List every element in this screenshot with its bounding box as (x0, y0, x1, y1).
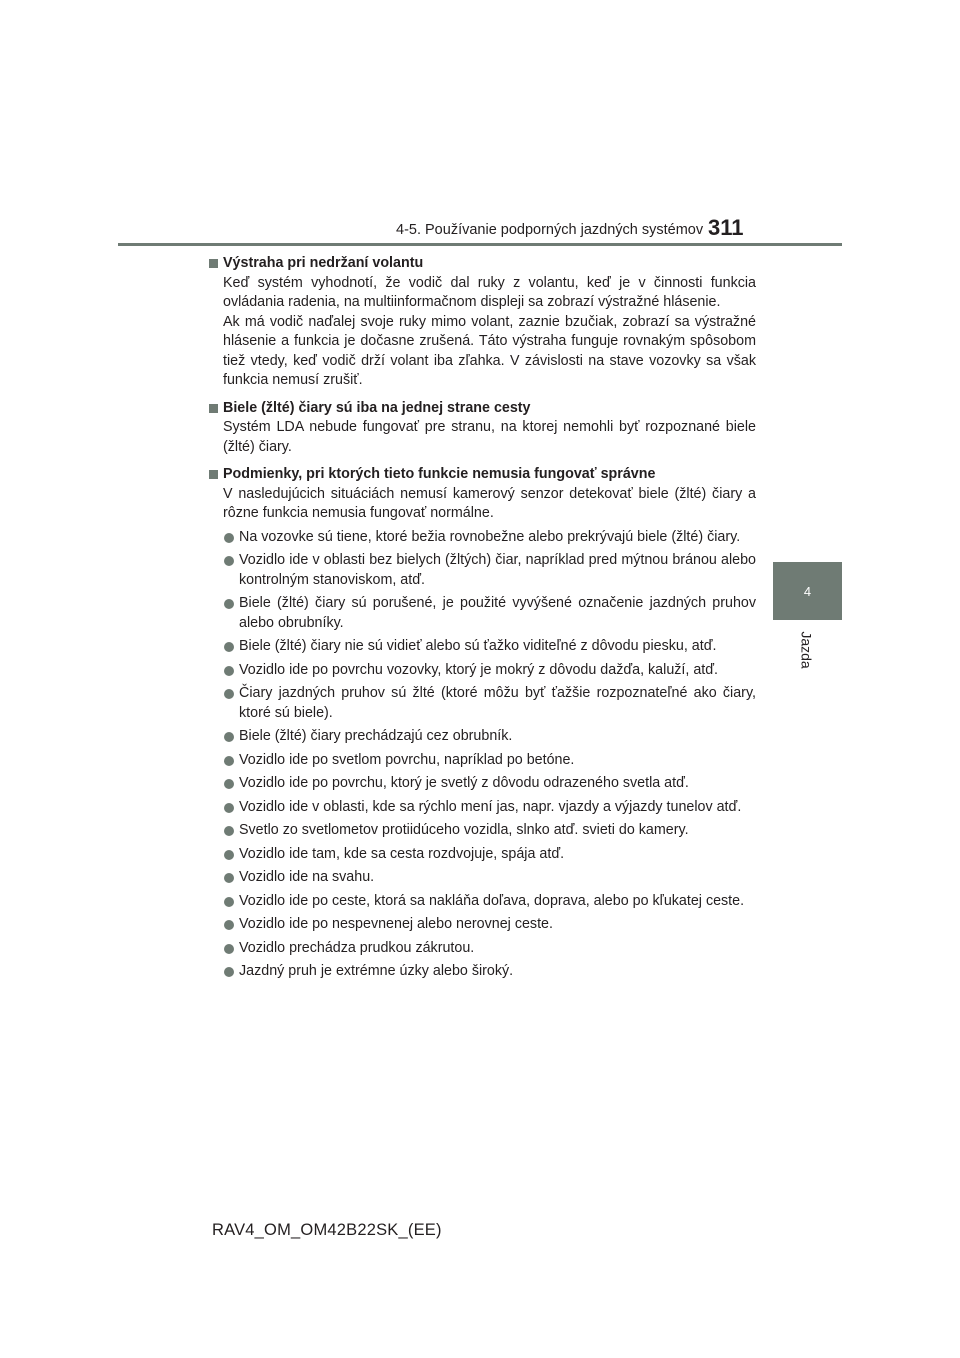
section-heading (208, 465, 756, 485)
list-item-text: Biele (žlté) čiary nie sú vidieť alebo sú ťažko viditeľné z dôvodu piesku, atď. (239, 638, 717, 654)
list-item-text: Vozidlo prechádza prudkou zákrutou. (239, 939, 475, 956)
list-item (208, 637, 756, 657)
paragraph: Keď systém vyhodnotí, že vodič dal ruky z volantu, keď je v činnosti funkcia ovládania radenia, na multiinformačnom displeji sa zobrazí výstražné hlásenie. (223, 274, 756, 310)
list-item-text: Jazdný pruh je extrémne úzky alebo široký. (239, 963, 514, 979)
list-item-text: Vozidlo ide po svetlom povrchu, napríklad po betóne. (239, 751, 575, 768)
square-bullet-icon (209, 470, 218, 479)
list-item-text: Vozidlo ide po povrchu, ktorý je svetlý z dôvodu odrazeného svetla atď. (239, 775, 689, 791)
list-item-text: Biele (žlté) čiary prechádzajú cez obrubník. (239, 728, 513, 744)
list-item (208, 528, 756, 548)
list-item (208, 751, 756, 771)
circle-bullet-icon (224, 642, 234, 652)
circle-bullet-icon (224, 850, 234, 860)
list-item (208, 868, 756, 888)
circle-bullet-icon (224, 533, 234, 543)
chapter-tab-label (777, 620, 837, 680)
list-item-text: Vozidlo ide po nespevnenej alebo nerovnej ceste. (239, 916, 553, 932)
list-item (208, 594, 756, 633)
list-item (208, 551, 756, 590)
list-item-text: Vozidlo ide na svahu. (239, 869, 375, 885)
circle-bullet-icon (224, 689, 234, 699)
section-heading (208, 399, 756, 419)
paragraph: Systém LDA nebude fungovať pre stranu, na ktorej nemohli byť rozpoznané biele (žlté) čiary. (223, 419, 756, 455)
section-heading (208, 254, 756, 274)
circle-bullet-icon (224, 556, 234, 566)
list-item (208, 845, 756, 865)
list-item-text: Na vozovke sú tiene, ktoré bežia rovnobežne alebo prekrývajú biele (žlté) čiary. (239, 528, 741, 545)
page-content (208, 254, 756, 990)
list-item-text: Vozidlo ide v oblasti, kde sa rýchlo mení jas, napr. vjazdy a výjazdy tunelov atď. (239, 798, 742, 815)
chapter-title: 4-5. Používanie podporných jazdných systémov (396, 222, 704, 238)
circle-bullet-icon (224, 599, 234, 609)
square-bullet-icon (209, 404, 218, 413)
section-heading-text: Podmienky, pri ktorých tieto funkcie nemusia fungovať správne (223, 466, 656, 482)
page-number: 311 (708, 215, 744, 240)
circle-bullet-icon (224, 826, 234, 836)
section-hands-off-warning (208, 254, 756, 391)
list-item-text: Vozidlo ide v oblasti bez bielych (žltých) čiar, napríklad pred mýtnou bránou alebo kontrolným stanoviskom, atď. (239, 552, 756, 588)
list-item (208, 727, 756, 747)
list-item-text: Čiary jazdných pruhov sú žlté (ktoré môžu byť ťažšie rozpoznateľné ako čiary, ktoré sú biele). (239, 685, 756, 721)
list-item (208, 821, 756, 841)
list-item (208, 939, 756, 959)
list-item (208, 962, 756, 982)
list-item-text: Vozidlo ide po povrchu vozovky, ktorý je mokrý z dôvodu dažďa, kaluží, atď. (239, 661, 719, 678)
list-item (208, 684, 756, 723)
circle-bullet-icon (224, 803, 234, 813)
section-conditions (208, 465, 756, 982)
circle-bullet-icon (224, 779, 234, 789)
section-heading-text: Biele (žlté) čiary sú iba na jednej strane cesty (223, 399, 531, 416)
section-one-side-lines (208, 399, 756, 458)
list-item-text: Vozidlo ide tam, kde sa cesta rozdvojuje, spája atď. (239, 845, 565, 862)
paragraph: Ak má vodič naďalej svoje ruky mimo volant, zaznie bzučiak, zobrazí sa výstražné hlásenie a funkcia je dočasne zrušená. Táto výstraha funguje rovnakým spôsobom tiež vtedy, keď vodič drží volant iba zľahka. V závislosti na stave vozovky sa však funkcia nemusí zrušiť. (223, 313, 756, 388)
paragraph: V nasledujúcich situáciách nemusí kamerový senzor detekovať biele (žlté) čiary a rôzne funkcia nemusia fungovať normálne. (223, 485, 756, 521)
circle-bullet-icon (224, 873, 234, 883)
document-code: RAV4_OM_OM42B22SK_(EE) (212, 1221, 442, 1239)
list-item-text: Biele (žlté) čiary sú porušené, je použité vyvýšené označenie jazdných pruhov alebo obrubníky. (239, 595, 756, 631)
square-bullet-icon (209, 259, 218, 268)
list-item (208, 798, 756, 818)
list-item (208, 915, 756, 935)
circle-bullet-icon (224, 920, 234, 930)
chapter-tab[interactable] (773, 562, 842, 620)
chapter-tab-label-text: Jazda (798, 631, 815, 669)
circle-bullet-icon (224, 897, 234, 907)
list-item-text: Vozidlo ide po ceste, ktorá sa nakláňa doľava, doprava, alebo po kľukatej ceste. (239, 892, 745, 909)
circle-bullet-icon (224, 967, 234, 977)
header-divider (118, 243, 842, 246)
circle-bullet-icon (224, 732, 234, 742)
circle-bullet-icon (224, 944, 234, 954)
list-item-text: Svetlo zo svetlometov protiidúceho vozidla, slnko atď. svieti do kamery. (239, 822, 689, 838)
list-item (208, 892, 756, 912)
list-item (208, 774, 756, 794)
circle-bullet-icon (224, 756, 234, 766)
section-heading-text: Výstraha pri nedržaní volantu (223, 255, 424, 271)
list-item (208, 661, 756, 681)
chapter-tab-number: 4 (803, 583, 812, 599)
circle-bullet-icon (224, 666, 234, 676)
